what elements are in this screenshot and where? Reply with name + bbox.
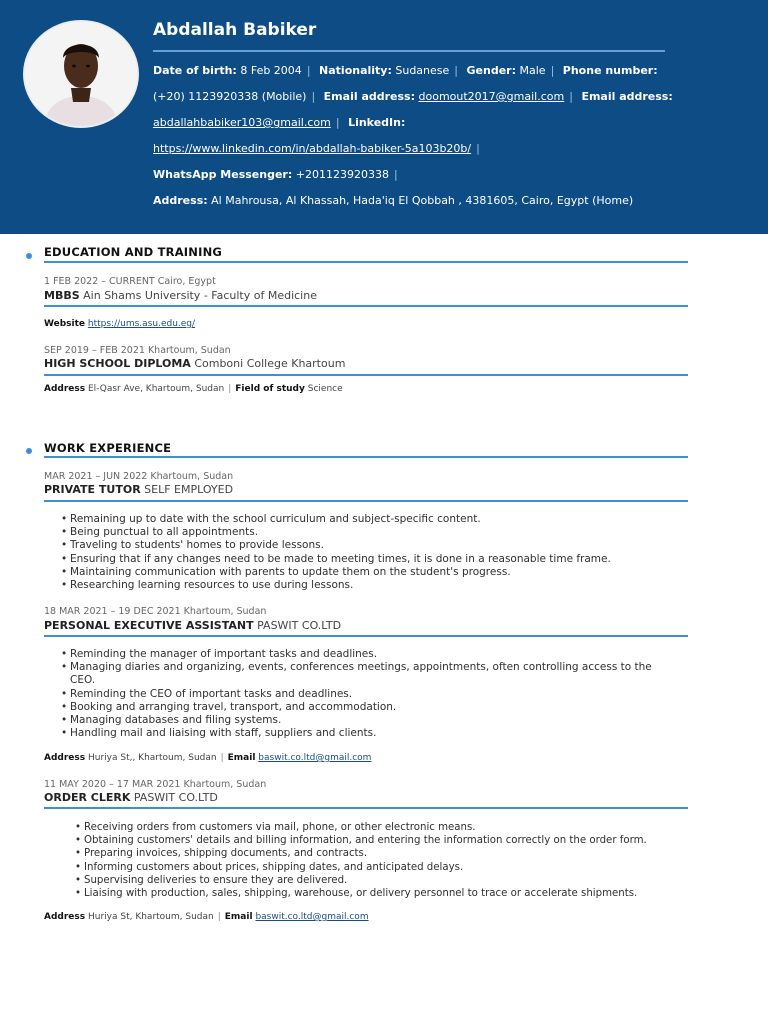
list-item: • Supervising deliveries to ensure they are delivered. <box>75 874 735 887</box>
edu-2-school: Comboni College Khartoum <box>194 357 346 370</box>
edu-2-field: Science <box>307 384 343 394</box>
whatsapp-label: WhatsApp Messenger: <box>153 168 293 181</box>
profile-photo <box>23 20 139 128</box>
job-3-employer: PASWIT CO.LTD <box>133 791 218 804</box>
edu-1-dates: 1 FEB 2022 – CURRENT Cairo, Egypt <box>44 276 216 287</box>
separator: | <box>217 912 221 922</box>
job-2-role: PERSONAL EXECUTIVE ASSISTANT <box>44 619 254 632</box>
personal-info <box>153 58 673 214</box>
phone-label: Phone number: <box>562 64 658 77</box>
list-item: • Informing customers about prices, shipping dates, and anticipated delays. <box>75 861 735 874</box>
edu-1-website-link[interactable]: https://ums.asu.edu.eg/ <box>87 319 196 329</box>
separator: | <box>335 116 340 129</box>
email-link-primary[interactable]: doomout2017@gmail.com <box>418 90 565 103</box>
edu-2-degree: HIGH SCHOOL DIPLOMA <box>44 357 191 370</box>
cv-header <box>0 0 768 234</box>
edu-2-field-label: Field of study <box>235 384 305 394</box>
separator: | <box>569 90 573 103</box>
section-bullet-icon <box>26 253 32 259</box>
job-2-address: Huriya St,, Khartoum, Sudan <box>87 753 217 763</box>
linkedin-link[interactable]: https://www.linkedin.com/in/abdallah-babiker-5a103b20b/ <box>153 142 472 155</box>
list-item: • Managing databases and filing systems. <box>61 714 671 727</box>
job-2-duties <box>61 648 671 740</box>
edu-2-address: El-Qasr Ave, Khartoum, Sudan <box>87 384 225 394</box>
address-value: Al Mahrousa, Al Khassah, Hada'iq El Qobbah , 4381605, Cairo, Egypt (Home) <box>211 194 634 207</box>
edu-2-rule <box>44 374 688 376</box>
list-item: • Handling mail and liaising with staff, suppliers and clients. <box>61 727 671 740</box>
nationality-label: Nationality: <box>319 64 392 77</box>
job-2-email-label: Email <box>227 753 256 763</box>
job-2-detail-row <box>44 753 371 763</box>
edu-2-address-label: Address <box>44 384 86 394</box>
list-item: • Liaising with production, sales, shipping, warehouse, or delivery personnel to trace or accelerate shipments. <box>75 887 735 900</box>
linkedin-label: LinkedIn: <box>348 116 406 129</box>
phone-value: (+20) 1123920338 (Mobile) <box>153 90 307 103</box>
separator: | <box>454 64 459 77</box>
edu-2-title <box>44 357 345 370</box>
edu-1-website-label: Website <box>44 319 86 329</box>
job-2-employer: PASWIT CO.LTD <box>257 619 342 632</box>
list-item: • Traveling to students' homes to provide lessons. <box>61 539 701 552</box>
job-3-role: ORDER CLERK <box>44 791 131 804</box>
edu-1-title <box>44 289 317 302</box>
separator: | <box>228 384 232 394</box>
list-item: • Being punctual to all appointments. <box>61 526 701 539</box>
email-label: Email address: <box>323 90 415 103</box>
gender-label: Gender: <box>466 64 516 77</box>
job-3-email-label: Email <box>224 912 253 922</box>
section-bullet-icon <box>26 448 32 454</box>
edu-1-degree: MBBS <box>44 289 80 302</box>
list-item: • Reminding the CEO of important tasks and deadlines. <box>61 688 671 701</box>
education-heading: EDUCATION AND TRAINING <box>44 245 223 259</box>
nationality-value: Sudanese <box>395 64 450 77</box>
job-3-address: Huriya St, Khartoum, Sudan <box>87 912 214 922</box>
job-3-duties <box>75 821 735 900</box>
list-item: • Managing diaries and organizing, events, conferences meetings, appointments, often controlling access to the CEO. <box>61 661 671 687</box>
job-3-address-label: Address <box>44 912 86 922</box>
separator: | <box>220 753 224 763</box>
job-3-email-link[interactable]: baswit.co.ltd@gmail.com <box>255 912 369 922</box>
edu-1-rule <box>44 305 688 307</box>
list-item: • Maintaining communication with parents to update them on the student's progress. <box>61 566 701 579</box>
list-item: • Preparing invoices, shipping documents, and contracts. <box>75 847 735 860</box>
job-2-email-link[interactable]: baswit.co.ltd@gmail.com <box>258 753 372 763</box>
job-3-dates: 11 MAY 2020 – 17 MAR 2021 Khartoum, Sudan <box>44 779 267 790</box>
work-rule <box>44 456 688 458</box>
education-rule <box>44 261 688 263</box>
address-label: Address: <box>153 194 208 207</box>
job-3-detail-row <box>44 912 369 922</box>
separator: | <box>550 64 555 77</box>
separator: | <box>311 90 316 103</box>
job-1-rule <box>44 500 688 502</box>
list-item: • Reminding the manager of important tasks and deadlines. <box>61 648 671 661</box>
list-item: • Receiving orders from customers via mail, phone, or other electronic means. <box>75 821 735 834</box>
job-1-duties <box>61 513 701 592</box>
separator: | <box>393 168 398 181</box>
job-1-employer: SELF EMPLOYED <box>144 483 234 496</box>
job-1-title <box>44 483 233 496</box>
separator: | <box>306 64 311 77</box>
candidate-name: Abdallah Babiker <box>153 20 317 40</box>
list-item: • Ensuring that if any changes need to be made to meeting times, it is done in a reasonable time frame. <box>61 553 701 566</box>
dob-value: 8 Feb 2004 <box>240 64 302 77</box>
edu-2-dates: SEP 2019 – FEB 2021 Khartoum, Sudan <box>44 345 231 356</box>
job-2-address-label: Address <box>44 753 86 763</box>
job-1-dates: MAR 2021 – JUN 2022 Khartoum, Sudan <box>44 471 234 482</box>
job-1-role: PRIVATE TUTOR <box>44 483 141 496</box>
job-3-title <box>44 791 218 804</box>
gender-value: Male <box>519 64 546 77</box>
dob-label: Date of birth: <box>153 64 237 77</box>
work-heading: WORK EXPERIENCE <box>44 441 172 455</box>
job-2-rule <box>44 635 688 637</box>
name-divider <box>153 50 665 52</box>
list-item: • Remaining up to date with the school curriculum and subject-specific content. <box>61 513 701 526</box>
list-item: • Booking and arranging travel, transport, and accommodation. <box>61 701 671 714</box>
email-label-secondary: Email address: <box>581 90 673 103</box>
separator: | <box>476 142 480 155</box>
list-item: • Obtaining customers' details and billing information, and entering the information correctly on the order form. <box>75 834 735 847</box>
email-link-secondary[interactable]: abdallahbabiker103@gmail.com <box>153 116 331 129</box>
edu-2-detail-row <box>44 384 343 394</box>
job-2-title <box>44 619 341 632</box>
edu-1-website-row <box>44 319 195 329</box>
whatsapp-value: +201123920338 <box>295 168 389 181</box>
job-2-dates: 18 MAR 2021 – 19 DEC 2021 Khartoum, Sudan <box>44 606 267 617</box>
edu-1-school: Ain Shams University - Faculty of Medicine <box>83 289 317 302</box>
job-3-rule <box>44 807 688 809</box>
list-item: • Researching learning resources to use during lessons. <box>61 579 701 592</box>
